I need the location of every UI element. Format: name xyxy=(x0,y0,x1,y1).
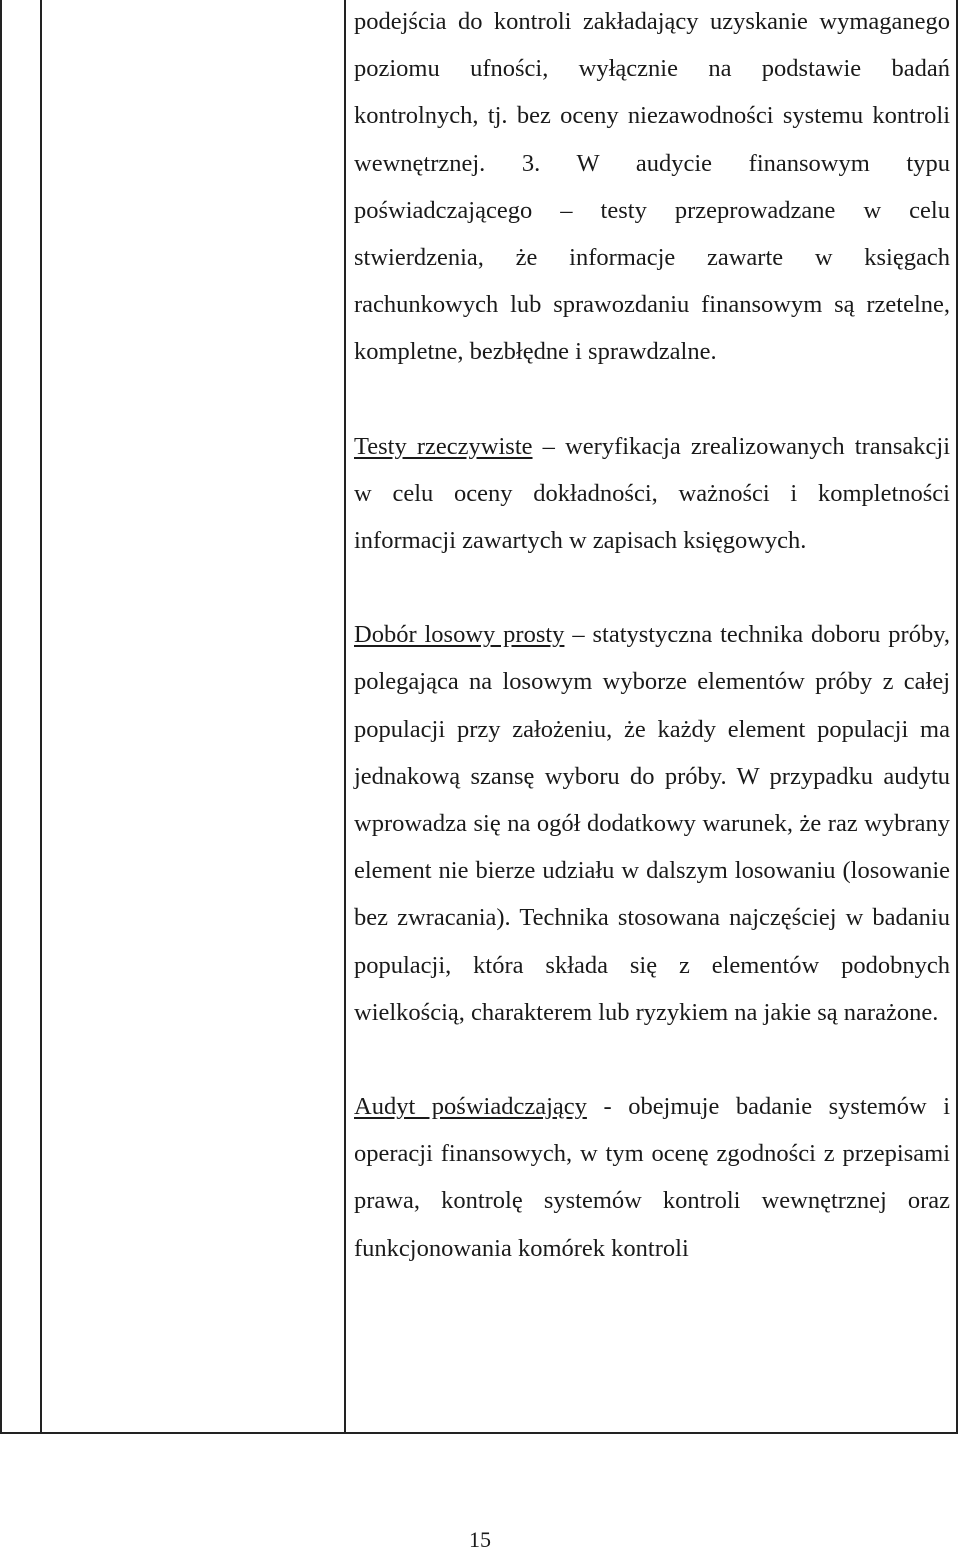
definition-paragraph-3 xyxy=(354,611,950,1036)
definition-cell xyxy=(354,0,950,1272)
page-number: 15 xyxy=(469,1527,491,1552)
definition-text: statystyczna technika doboru próby, polegająca na losowym wyborze elementów próby z całej populacji przy założeniu, że każdy element populacji ma jednakową szansę wyboru do próby. W przypadku audytu wprowadza się na ogół dodatkowy warunek, że raz wybrany element nie bierze udziału w dalszym losowaniu (losowanie bez zwracania). Technika stosowana najczęściej w badaniu populacji, która składa się z elementów podobnych wielkością, charakterem lub ryzykiem na jakie są narażone. xyxy=(354,621,951,1026)
definition-term: Audyt poświadczający xyxy=(354,1093,587,1121)
definition-term: Testy rzeczywiste xyxy=(354,432,533,460)
table-column-divider-1 xyxy=(40,0,42,1432)
definition-term: Dobór losowy prosty xyxy=(354,621,565,649)
definition-separator: - xyxy=(586,1093,629,1121)
definition-text: weryfikacja zrealizowanych transakcji w celu oceny dokładności, ważności i kompletności informacji zawartych w zapisach księgowych. xyxy=(354,432,951,555)
definition-paragraph-2 xyxy=(354,423,950,565)
definition-separator: – xyxy=(564,621,593,649)
definition-text: podejścia do kontroli zakładający uzyskanie wymaganego poziomu ufności, wyłącznie na podstawie badań kontrolnych, tj. bez oceny niezawodności systemu kontroli wewnętrznej. 3. W audycie finansowym typu poświadczającego – testy przeprowadzane w celu stwierdzenia, że informacje zawarte w księgach rachunkowych lub sprawozdaniu finansowym są rzetelne, kompletne, bezbłędne i sprawdzalne. xyxy=(354,8,950,366)
table-column-divider-2 xyxy=(344,0,346,1432)
definition-paragraph-1 xyxy=(354,0,950,376)
definition-separator: – xyxy=(532,432,566,460)
table-left-border xyxy=(0,0,2,1432)
definition-text: obejmuje badanie systemów i operacji finansowych, w tym ocenę zgodności z przepisami prawa, kontrolę systemów kontroli wewnętrznej oraz funkcjonowania komórek kontroli xyxy=(354,1093,951,1262)
definition-paragraph-4 xyxy=(354,1083,950,1272)
